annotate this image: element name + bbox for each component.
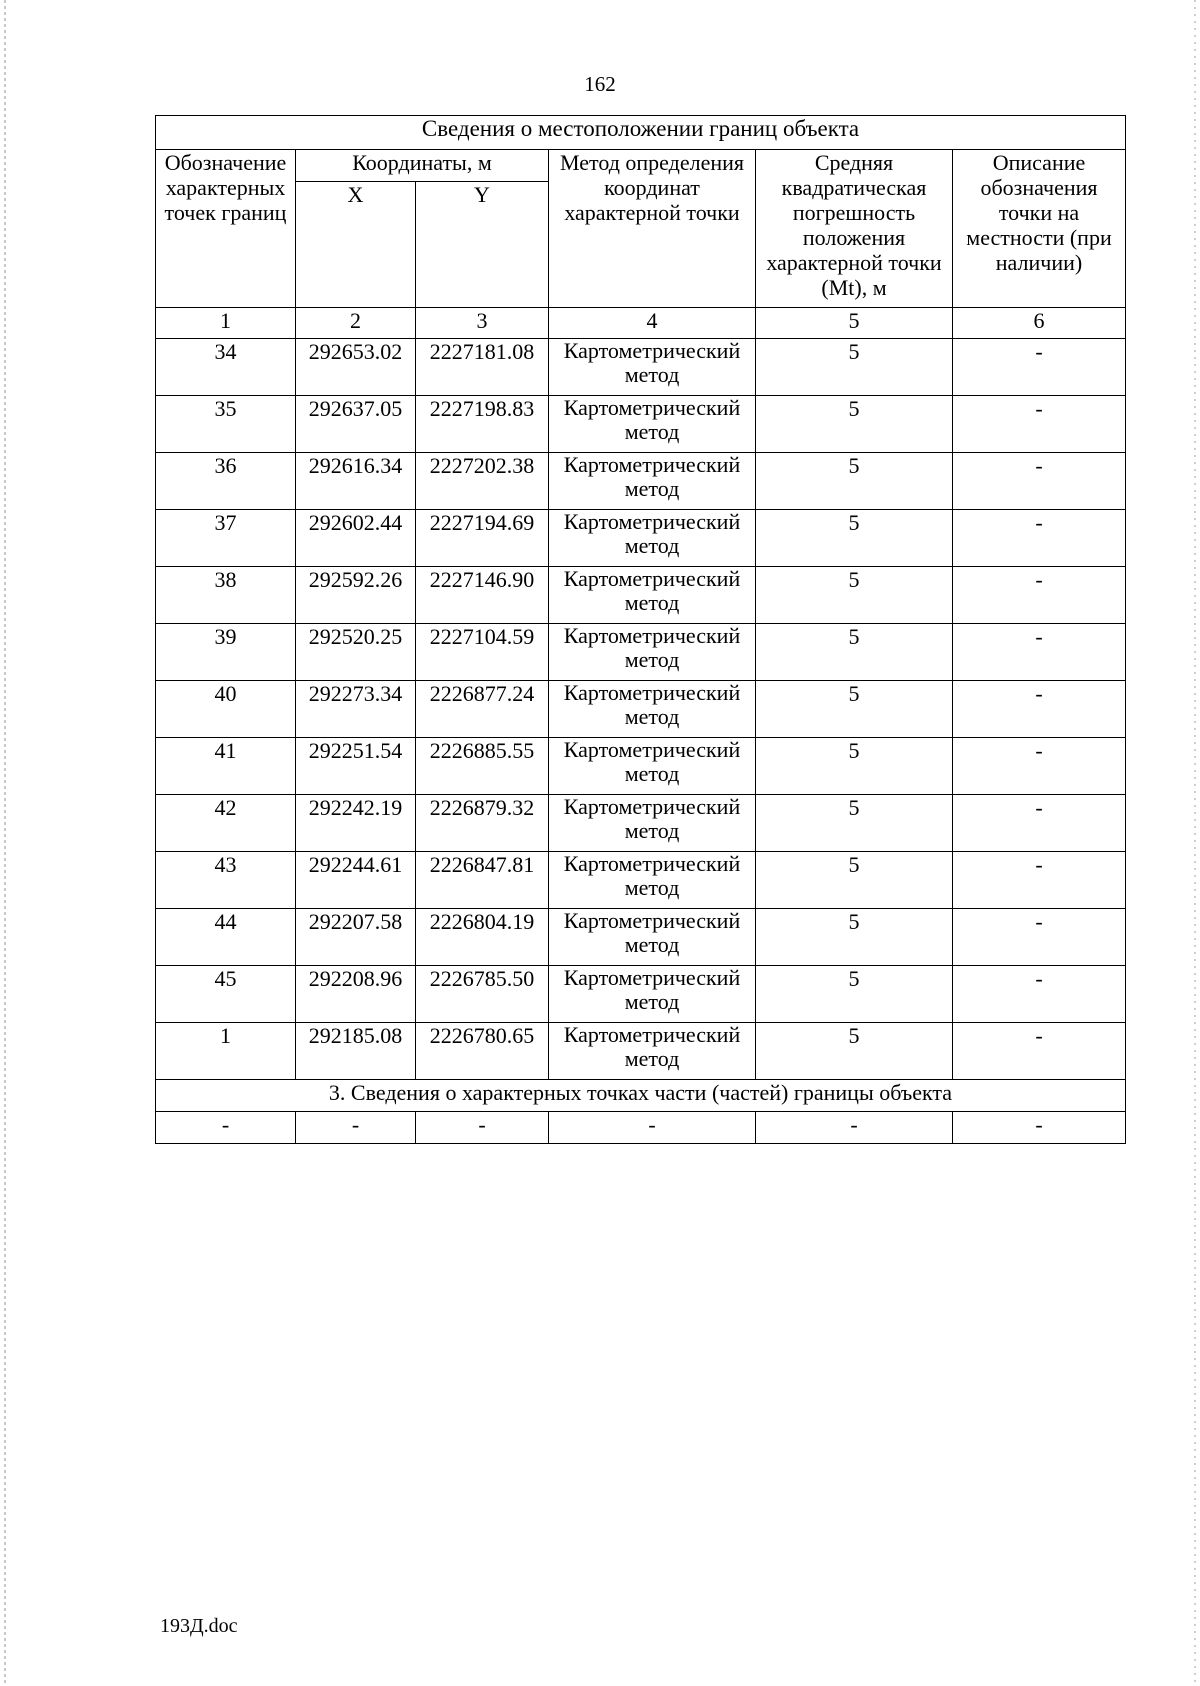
page-number: 162 (584, 72, 616, 96)
cell-point: 37 (156, 510, 296, 567)
cell-x: 292185.08 (296, 1023, 416, 1080)
table-row (156, 339, 1126, 396)
cell-method: Картометрический метод (549, 852, 756, 909)
cell-method: Картометрический метод (549, 510, 756, 567)
cell-point: 34 (156, 339, 296, 396)
cell-point: 35 (156, 396, 296, 453)
header-coordinates: Координаты, м (296, 150, 549, 182)
cell-error: 5 (756, 396, 953, 453)
table-row (156, 738, 1126, 795)
cell-description: - (953, 681, 1126, 738)
cell-point: 43 (156, 852, 296, 909)
cell-y: 2226847.81 (416, 852, 549, 909)
cell-point: 45 (156, 966, 296, 1023)
cell-x: 292592.26 (296, 567, 416, 624)
cell-error: 5 (756, 795, 953, 852)
cell-y: 2226785.50 (416, 966, 549, 1023)
cell-point: 41 (156, 738, 296, 795)
cell-description: - (953, 396, 1126, 453)
column-number: 1 (156, 308, 296, 339)
cell-description: - (953, 852, 1126, 909)
section-title: 3. Сведения о характерных точках части (частей) границы объекта (156, 1080, 1126, 1112)
table-title: Сведения о местоположении границ объекта (156, 116, 1126, 150)
cell-x: 292653.02 (296, 339, 416, 396)
cell-x: 292208.96 (296, 966, 416, 1023)
header-error: Средняя квадратическая погрешность положения характерной точки (Mt), м (756, 150, 953, 308)
table-row (156, 909, 1126, 966)
cell-description: - (953, 510, 1126, 567)
header-row-1 (156, 150, 1126, 182)
cell-method: Картометрический метод (549, 453, 756, 510)
empty-cell: - (416, 1112, 549, 1144)
scan-edge-left (4, 0, 6, 1686)
column-number: 5 (756, 308, 953, 339)
cell-point: 1 (156, 1023, 296, 1080)
cell-point: 44 (156, 909, 296, 966)
header-description: Описание обозначения точки на местности (при наличии) (953, 150, 1126, 308)
cell-method: Картометрический метод (549, 339, 756, 396)
cell-error: 5 (756, 852, 953, 909)
table-row (156, 510, 1126, 567)
empty-part-row (156, 1112, 1126, 1144)
cell-error: 5 (756, 738, 953, 795)
cell-method: Картометрический метод (549, 624, 756, 681)
cell-description: - (953, 567, 1126, 624)
cell-description: - (953, 966, 1126, 1023)
empty-cell: - (549, 1112, 756, 1144)
empty-cell: - (156, 1112, 296, 1144)
empty-cell: - (296, 1112, 416, 1144)
table-row (156, 1023, 1126, 1080)
cell-method: Картометрический метод (549, 909, 756, 966)
cell-point: 39 (156, 624, 296, 681)
table-row (156, 681, 1126, 738)
column-number: 6 (953, 308, 1126, 339)
cell-error: 5 (756, 624, 953, 681)
cell-error: 5 (756, 909, 953, 966)
cell-y: 2227194.69 (416, 510, 549, 567)
cell-y: 2227198.83 (416, 396, 549, 453)
table-row (156, 852, 1126, 909)
cell-x: 292273.34 (296, 681, 416, 738)
cell-error: 5 (756, 453, 953, 510)
cell-y: 2227181.08 (416, 339, 549, 396)
cell-y: 2226877.24 (416, 681, 549, 738)
scan-edge-right (1194, 0, 1196, 1686)
header-y: Y (416, 182, 549, 308)
cell-y: 2227104.59 (416, 624, 549, 681)
cell-error: 5 (756, 339, 953, 396)
cell-point: 36 (156, 453, 296, 510)
cell-description: - (953, 453, 1126, 510)
cell-y: 2226879.32 (416, 795, 549, 852)
header-x: X (296, 182, 416, 308)
cell-y: 2227202.38 (416, 453, 549, 510)
table-row (156, 396, 1126, 453)
empty-cell: - (756, 1112, 953, 1144)
column-number-row (156, 308, 1126, 339)
table-row (156, 567, 1126, 624)
cell-method: Картометрический метод (549, 396, 756, 453)
cell-x: 292244.61 (296, 852, 416, 909)
cell-x: 292616.34 (296, 453, 416, 510)
cell-point: 40 (156, 681, 296, 738)
section-title-row (156, 1080, 1126, 1112)
empty-cell: - (953, 1112, 1126, 1144)
cell-method: Картометрический метод (549, 738, 756, 795)
file-name-footer: 193Д.doc (160, 1615, 238, 1637)
column-number: 4 (549, 308, 756, 339)
column-number: 3 (416, 308, 549, 339)
table-row (156, 624, 1126, 681)
cell-error: 5 (756, 681, 953, 738)
cell-x: 292637.05 (296, 396, 416, 453)
cell-error: 5 (756, 1023, 953, 1080)
cell-y: 2226804.19 (416, 909, 549, 966)
cell-y: 2227146.90 (416, 567, 549, 624)
table-title-row (156, 116, 1126, 150)
cell-description: - (953, 738, 1126, 795)
cell-description: - (953, 909, 1126, 966)
cell-description: - (953, 339, 1126, 396)
cell-method: Картометрический метод (549, 795, 756, 852)
cell-description: - (953, 624, 1126, 681)
header-point-designation: Обозначение характерных точек границ (156, 150, 296, 308)
table-row (156, 966, 1126, 1023)
cell-description: - (953, 795, 1126, 852)
boundary-coordinates-table (155, 115, 1126, 1144)
cell-method: Картометрический метод (549, 681, 756, 738)
cell-method: Картометрический метод (549, 966, 756, 1023)
cell-error: 5 (756, 510, 953, 567)
cell-error: 5 (756, 567, 953, 624)
cell-x: 292251.54 (296, 738, 416, 795)
cell-x: 292207.58 (296, 909, 416, 966)
cell-error: 5 (756, 966, 953, 1023)
cell-x: 292242.19 (296, 795, 416, 852)
column-number: 2 (296, 308, 416, 339)
header-method: Метод определения координат характерной точки (549, 150, 756, 308)
cell-y: 2226885.55 (416, 738, 549, 795)
table-row (156, 795, 1126, 852)
cell-point: 38 (156, 567, 296, 624)
table-body (156, 116, 1126, 1144)
cell-description: - (953, 1023, 1126, 1080)
cell-method: Картометрический метод (549, 567, 756, 624)
cell-x: 292602.44 (296, 510, 416, 567)
cell-y: 2226780.65 (416, 1023, 549, 1080)
cell-x: 292520.25 (296, 624, 416, 681)
table-row (156, 453, 1126, 510)
cell-point: 42 (156, 795, 296, 852)
cell-method: Картометрический метод (549, 1023, 756, 1080)
